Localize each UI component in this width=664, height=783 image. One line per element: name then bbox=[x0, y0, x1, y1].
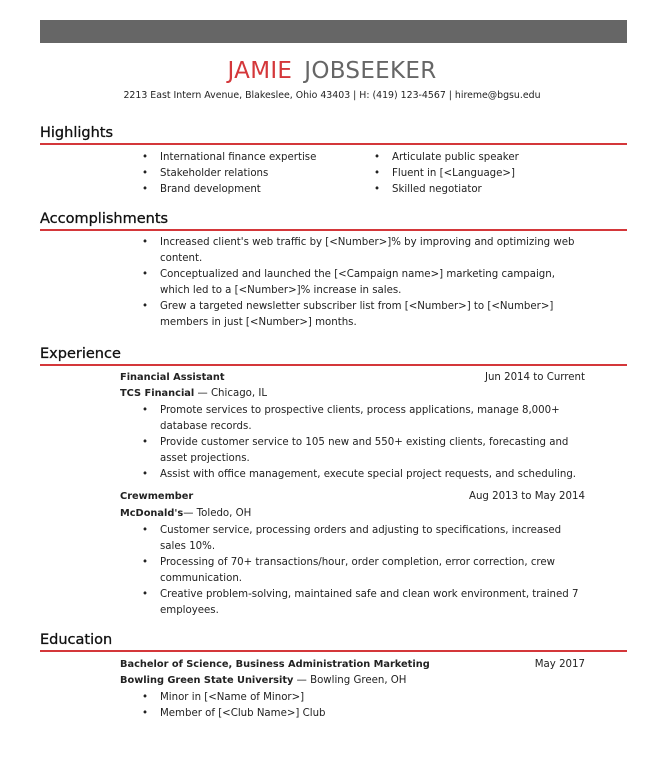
job-bullets bbox=[120, 403, 585, 483]
degree: Bachelor of Science, Business Administration Marketing bbox=[120, 659, 430, 670]
list-item: • Brand development bbox=[120, 182, 352, 198]
contact-info: 2213 East Intern Avenue, Blakeslee, Ohio 43403 | H: (419) 123-4567 | hireme@bgsu.edu bbox=[123, 90, 541, 101]
job-entry bbox=[120, 489, 585, 619]
company-name: TCS Financial bbox=[120, 388, 195, 399]
list-item: • Grew a targeted newsletter subscriber list from [<Number>] to [<Number>] members in just [<Number>] months. bbox=[120, 299, 585, 331]
list-item: • Assist with office management, execute special project requests, and scheduling. bbox=[120, 467, 585, 483]
list-item: • Provide customer service to 105 new and 550+ existing clients, forecasting and asset projections. bbox=[120, 435, 585, 467]
job-location: — Chicago, IL bbox=[194, 388, 268, 399]
section-title: Experience bbox=[40, 346, 121, 362]
list-item: • International finance expertise bbox=[120, 150, 352, 166]
education-entry bbox=[120, 657, 585, 722]
graduation-date: May 2017 bbox=[534, 659, 585, 670]
section-divider bbox=[40, 143, 627, 145]
section-title: Highlights bbox=[40, 125, 114, 141]
section-education bbox=[40, 631, 627, 652]
section-divider bbox=[40, 229, 627, 231]
job-bullets bbox=[120, 523, 585, 619]
list-item: • Creative problem-solving, maintained safe and clean work environment, trained 7 employees. bbox=[120, 587, 585, 619]
section-divider bbox=[40, 364, 627, 366]
education-bullets bbox=[120, 690, 585, 722]
job-dates: Aug 2013 to May 2014 bbox=[469, 491, 585, 502]
section-experience bbox=[40, 345, 627, 366]
list-item: • Member of [<Club Name>] Club bbox=[120, 706, 585, 722]
list-item: • Customer service, processing orders and adjusting to specifications, increased sales 10%. bbox=[120, 523, 585, 555]
section-accomplishments bbox=[40, 210, 627, 231]
school-name: Bowling Green State University bbox=[120, 675, 294, 686]
list-item: • Increased client's web traffic by [<Number>]% by improving and optimizing web content. bbox=[120, 235, 585, 267]
section-divider bbox=[40, 650, 627, 652]
list-item: • Stakeholder relations bbox=[120, 166, 352, 182]
list-item: • Promote services to prospective clients, process applications, manage 8,000+ database records. bbox=[120, 403, 585, 435]
job-title: Crewmember bbox=[120, 491, 194, 502]
section-title: Education bbox=[40, 632, 113, 648]
job-title: Financial Assistant bbox=[120, 372, 225, 383]
job-location: — Toledo, OH bbox=[183, 508, 252, 519]
header-bar bbox=[40, 20, 627, 43]
job-entry bbox=[120, 370, 585, 483]
first-name: JAMIE bbox=[227, 58, 293, 84]
job-dates: Jun 2014 to Current bbox=[484, 372, 585, 383]
highlights-column bbox=[352, 150, 584, 198]
list-item: • Articulate public speaker bbox=[352, 150, 584, 166]
candidate-name bbox=[0, 58, 664, 84]
list-item: • Skilled negotiator bbox=[352, 182, 584, 198]
last-name: JOBSEEKER bbox=[304, 58, 437, 84]
company-name: McDonald's bbox=[120, 508, 184, 519]
school-location: — Bowling Green, OH bbox=[293, 675, 407, 686]
section-highlights bbox=[40, 124, 627, 145]
highlights-column bbox=[120, 150, 352, 198]
accomplishments-list bbox=[120, 235, 585, 331]
list-item: • Minor in [<Name of Minor>] bbox=[120, 690, 585, 706]
list-item: • Fluent in [<Language>] bbox=[352, 166, 584, 182]
list-item: • Processing of 70+ transactions/hour, order completion, error correction, crew communication. bbox=[120, 555, 585, 587]
section-title: Accomplishments bbox=[40, 211, 169, 227]
list-item: • Conceptualized and launched the [<Campaign name>] marketing campaign, which led to a [<Number>]% increase in sales. bbox=[120, 267, 585, 299]
highlights-list bbox=[120, 150, 585, 198]
